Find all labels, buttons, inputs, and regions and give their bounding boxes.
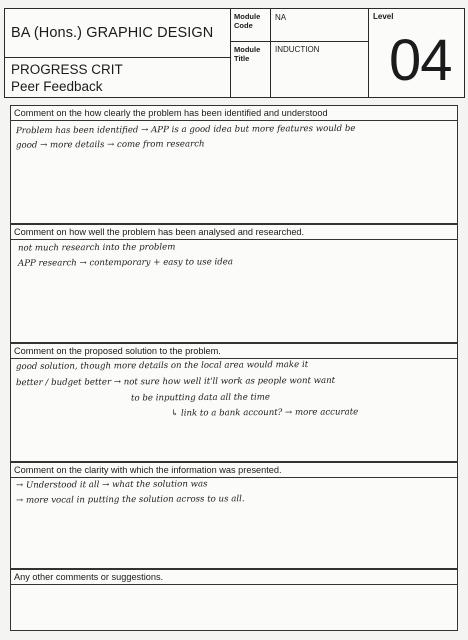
handwritten-answer-line: → Understood it all → what the solution was <box>15 479 208 491</box>
course-name: BA (Hons.) GRAPHIC DESIGN <box>11 25 214 41</box>
level-box <box>368 8 465 98</box>
feedback-section-identification <box>10 105 458 224</box>
module-code-value: NA <box>275 13 287 22</box>
section-question: Comment on the proposed solution to the problem. <box>11 344 457 359</box>
handwritten-answer-line: good solution, though more details on the local area would make it <box>15 359 309 373</box>
module-row-divider <box>231 41 369 42</box>
feedback-section-solution <box>10 343 458 462</box>
module-code-label: Module Code <box>234 12 261 30</box>
section-question: Comment on the how clearly the problem has been identified and understood <box>11 106 457 121</box>
section-question: Comment on the clarity with which the information was presented. <box>11 463 457 478</box>
level-number: 04 <box>389 28 452 93</box>
module-info-box <box>230 8 370 98</box>
module-title-label: Module Title <box>234 45 261 63</box>
handwritten-answer-line: better / budget better → not sure how well it'll work as people wont want <box>15 375 336 389</box>
handwritten-answer-line: APP research → contemporary + easy to use idea <box>17 257 234 269</box>
handwritten-answer-line: Problem has been identified → APP is a good idea but more features would be <box>15 123 356 137</box>
handwritten-answer-line: good → more details → come from research <box>15 139 205 151</box>
document-subtitle: Peer Feedback <box>11 79 103 94</box>
handwritten-answer-line: to be inputting data all the time <box>130 392 270 404</box>
handwritten-answer-line: ↳ link to a bank account? → more accurate <box>170 407 359 419</box>
handwritten-answer-line: not much research into the problem <box>17 242 176 254</box>
feedback-section-other <box>10 569 458 631</box>
handwritten-answer-line: → more vocal in putting the solution across to us all. <box>15 494 245 506</box>
form-title-box <box>4 8 232 98</box>
level-label: Level <box>373 12 394 21</box>
module-column-divider <box>270 9 271 97</box>
document-title: PROGRESS CRIT <box>11 62 123 77</box>
feedback-section-presentation <box>10 462 458 569</box>
module-title-value: INDUCTION <box>275 45 320 54</box>
section-question: Comment on how well the problem has been analysed and researched. <box>11 225 457 240</box>
section-question: Any other comments or suggestions. <box>11 570 457 585</box>
title-divider <box>5 57 231 58</box>
feedback-section-analysis <box>10 224 458 343</box>
